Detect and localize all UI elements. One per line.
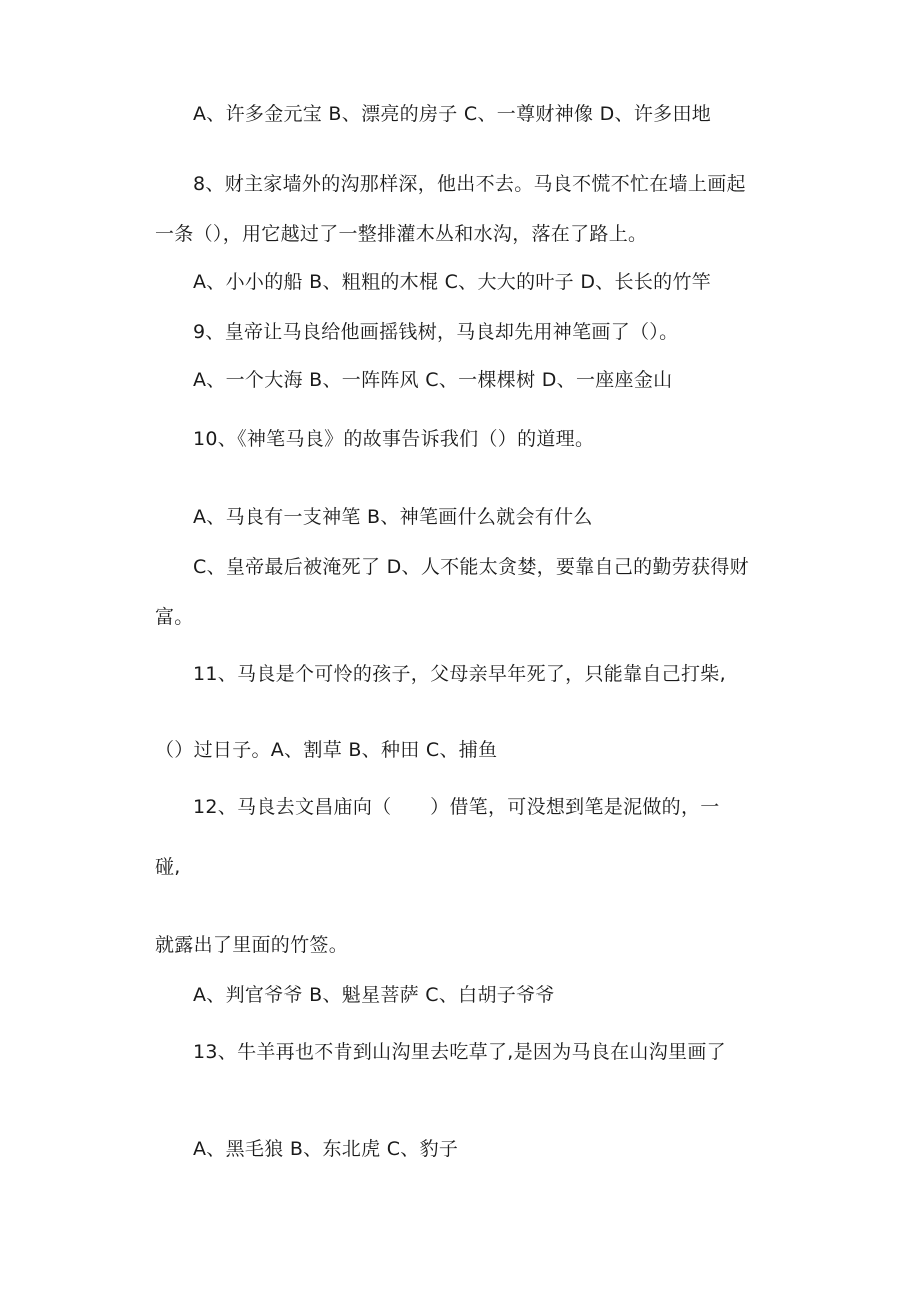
text-line-q12-stem-2: 碰, [155, 856, 181, 878]
text-line-q13-options: A、黑毛狼 B、东北虎 C、豹子 [193, 1138, 459, 1160]
text-line-q12-options: A、判官爷爷 B、魁星菩萨 C、白胡子爷爷 [193, 984, 555, 1006]
text-line-q7-options: A、许多金元宝 B、漂亮的房子 C、一尊财神像 D、许多田地 [193, 103, 712, 125]
text-line-q13-stem: 13、牛羊再也不肯到山沟里去吃草了,是因为马良在山沟里画了 [193, 1041, 726, 1063]
text-line-q8-stem-1: 8、财主家墙外的沟那样深，他出不去。马良不慌不忙在墙上画起 [193, 173, 746, 195]
text-line-q8-stem-2: 一条（），用它越过了一整排灌木丛和水沟，落在了路上。 [155, 223, 648, 245]
text-line-q10-stem: 10、《神笔马良》的故事告诉我们（）的道理。 [193, 428, 595, 450]
text-line-q10-options-cd-cont: 富。 [155, 606, 194, 628]
text-line-q10-options-cd: C、皇帝最后被淹死了 D、人不能太贪婪，要靠自己的勤劳获得财 [193, 556, 749, 578]
text-line-q11-stem: 11、马良是个可怜的孩子，父母亲早年死了，只能靠自己打柴, [193, 663, 726, 685]
text-line-q11-stem-options: （）过日子。A、割草 B、种田 C、捕鱼 [155, 739, 498, 761]
text-line-q9-stem: 9、皇帝让马良给他画摇钱树，马良却先用神笔画了（）。 [193, 321, 679, 343]
text-line-q12-stem-3: 就露出了里面的竹签。 [155, 934, 349, 956]
text-line-q12-stem-1: 12、马良去文昌庙向（ ）借笔，可没想到笔是泥做的，一 [193, 796, 720, 818]
text-line-q10-options-ab: A、马良有一支神笔 B、神笔画什么就会有什么 [193, 506, 593, 528]
text-line-q8-options: A、小小的船 B、粗粗的木棍 C、大大的叶子 D、长长的竹竿 [193, 271, 712, 293]
text-line-q9-options: A、一个大海 B、一阵阵风 C、一棵棵树 D、一座座金山 [193, 369, 673, 391]
